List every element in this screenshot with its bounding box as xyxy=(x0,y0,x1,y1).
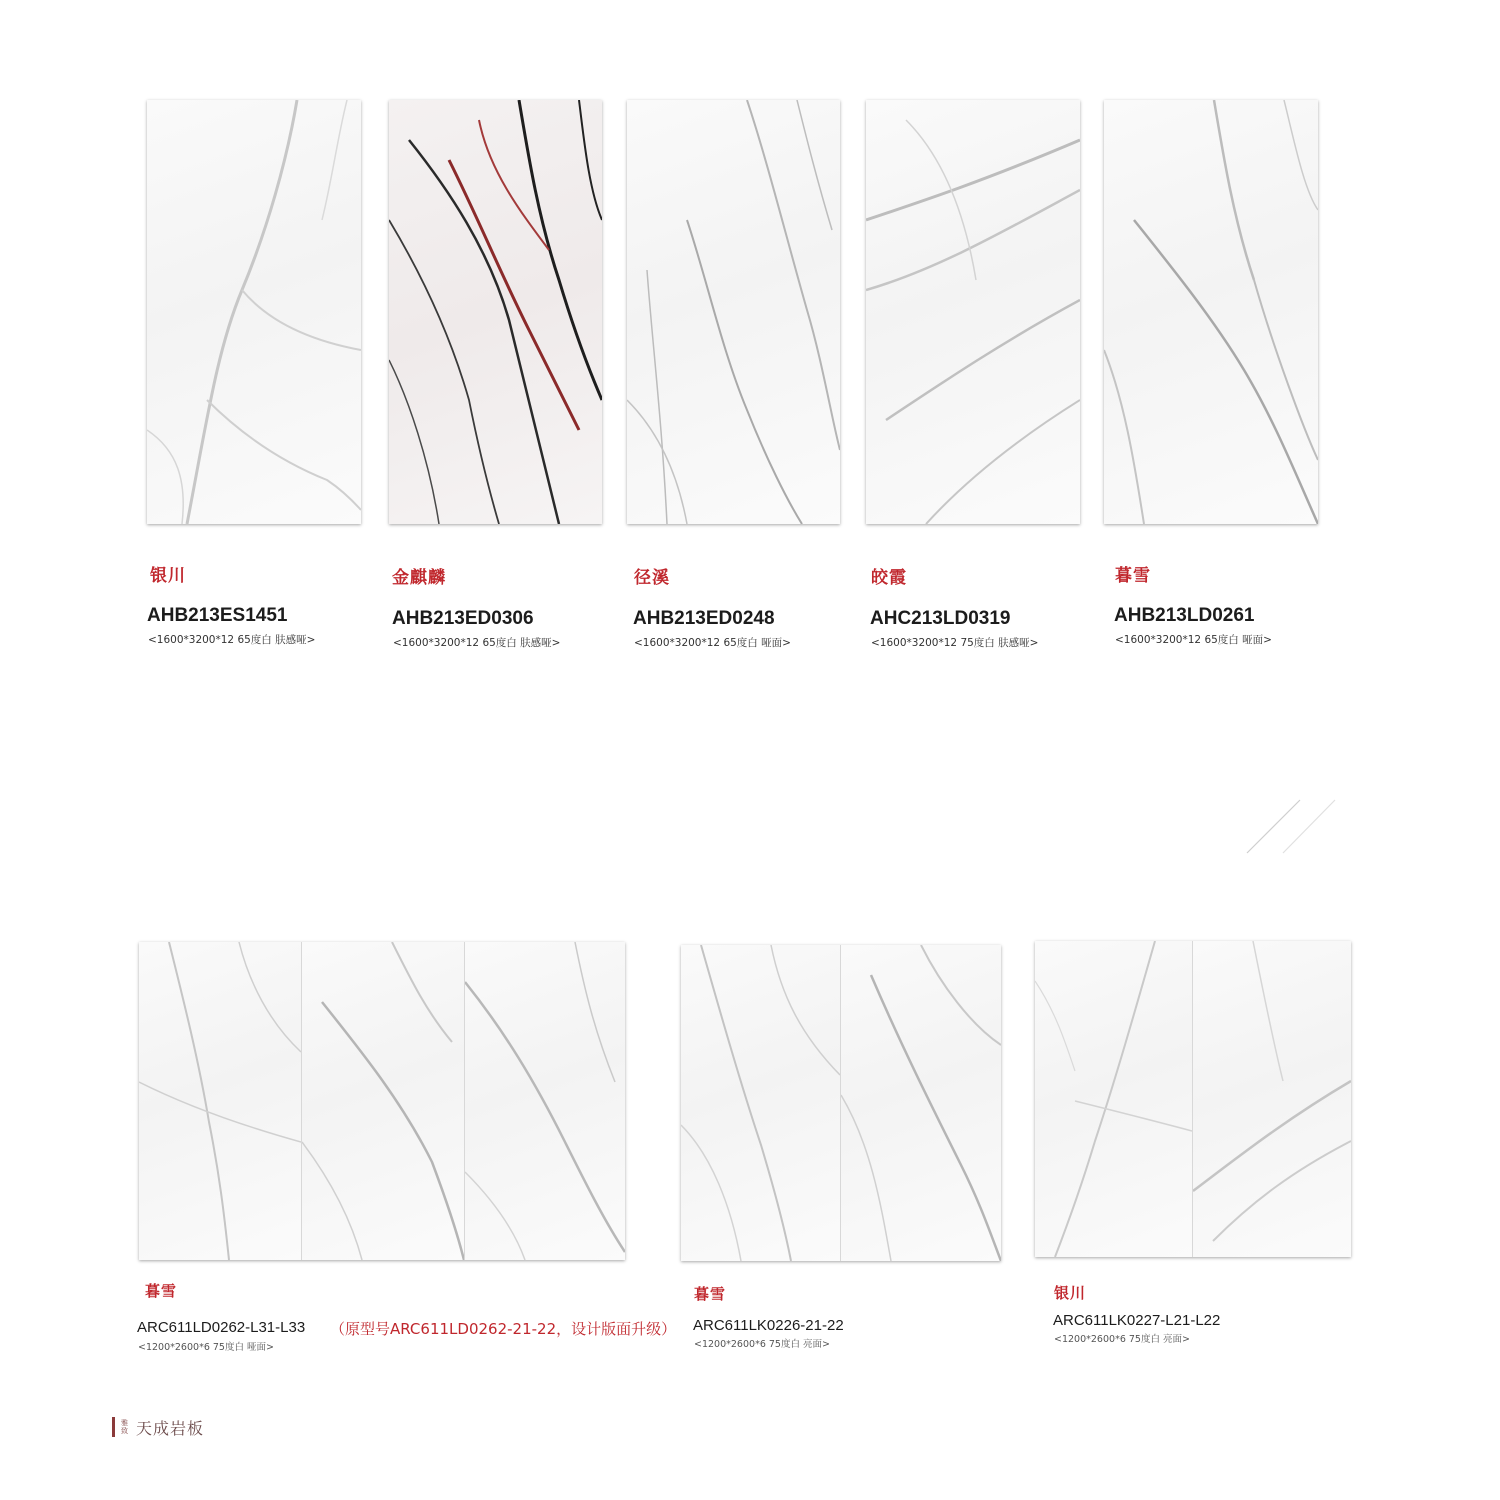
product-code: AHB213ED0306 xyxy=(392,608,534,629)
product-spec: <1600*3200*12 65度白 哑面> xyxy=(634,637,791,649)
product-code: AHC213LD0319 xyxy=(870,608,1011,629)
decorative-lines xyxy=(1245,798,1340,856)
product-note: （原型号ARC611LD0262-21-22，设计版面升级） xyxy=(330,1320,677,1338)
slab-image-3 xyxy=(627,100,840,524)
product-code: ARC611LK0227-L21-L22 xyxy=(1053,1312,1221,1329)
slab-panel xyxy=(1035,941,1193,1257)
brand-logo xyxy=(112,1416,204,1438)
marble-texture xyxy=(1104,100,1318,524)
slab-set-3 xyxy=(1035,941,1351,1257)
product-name: 银川 xyxy=(1054,1284,1087,1302)
slab-panel xyxy=(681,945,841,1261)
product-spec: <1600*3200*12 65度白 肤感哑> xyxy=(148,634,316,646)
product-name: 暮雪 xyxy=(1115,566,1151,586)
marble-texture xyxy=(841,945,1001,1261)
product-spec: <1600*3200*12 75度白 肤感哑> xyxy=(871,637,1039,649)
product-spec: <1600*3200*12 65度白 肤感哑> xyxy=(393,637,561,649)
product-code: AHB213LD0261 xyxy=(1114,605,1255,626)
product-spec: <1200*2600*6 75度白 亮面> xyxy=(1054,1334,1190,1345)
product-name: 金麒麟 xyxy=(392,568,446,588)
product-code: AHB213ED0248 xyxy=(633,608,775,629)
marble-texture xyxy=(627,100,840,524)
slab-panel xyxy=(139,942,302,1260)
marble-texture xyxy=(1035,941,1192,1257)
brand-mark: 雅致 xyxy=(121,1419,128,1435)
product-code: ARC611LK0226-21-22 xyxy=(693,1317,844,1334)
slab-panel xyxy=(465,942,625,1260)
slab-image-2 xyxy=(389,100,602,524)
product-name: 径溪 xyxy=(634,568,670,588)
marble-texture xyxy=(147,100,361,524)
marble-texture xyxy=(139,942,301,1260)
product-name: 皎霞 xyxy=(871,568,907,588)
product-name: 暮雪 xyxy=(145,1282,178,1300)
slab-panel xyxy=(302,942,465,1260)
marble-texture xyxy=(681,945,840,1261)
slab-image-5 xyxy=(1104,100,1318,524)
marble-texture xyxy=(302,942,464,1260)
product-spec: <1200*2600*6 75度白 哑面> xyxy=(138,1342,274,1353)
marble-texture xyxy=(465,942,625,1260)
product-spec: <1600*3200*12 65度白 哑面> xyxy=(1115,634,1272,646)
marble-texture xyxy=(866,100,1080,524)
product-spec: <1200*2600*6 75度白 亮面> xyxy=(694,1339,830,1350)
product-name: 暮雪 xyxy=(694,1285,727,1303)
slab-set-2 xyxy=(681,945,1001,1261)
brand-bar xyxy=(112,1417,115,1437)
slab-set-1 xyxy=(139,942,625,1260)
product-name: 银川 xyxy=(150,566,186,586)
product-code: ARC611LD0262-L31-L33 xyxy=(137,1319,306,1336)
slab-panel xyxy=(1193,941,1351,1257)
product-code: AHB213ES1451 xyxy=(147,605,288,626)
marble-texture xyxy=(389,100,602,524)
brand-name: 天成岩板 xyxy=(136,1418,205,1438)
slab-image-1 xyxy=(147,100,361,524)
marble-texture xyxy=(1193,941,1351,1257)
slab-panel xyxy=(841,945,1001,1261)
slab-image-4 xyxy=(866,100,1080,524)
